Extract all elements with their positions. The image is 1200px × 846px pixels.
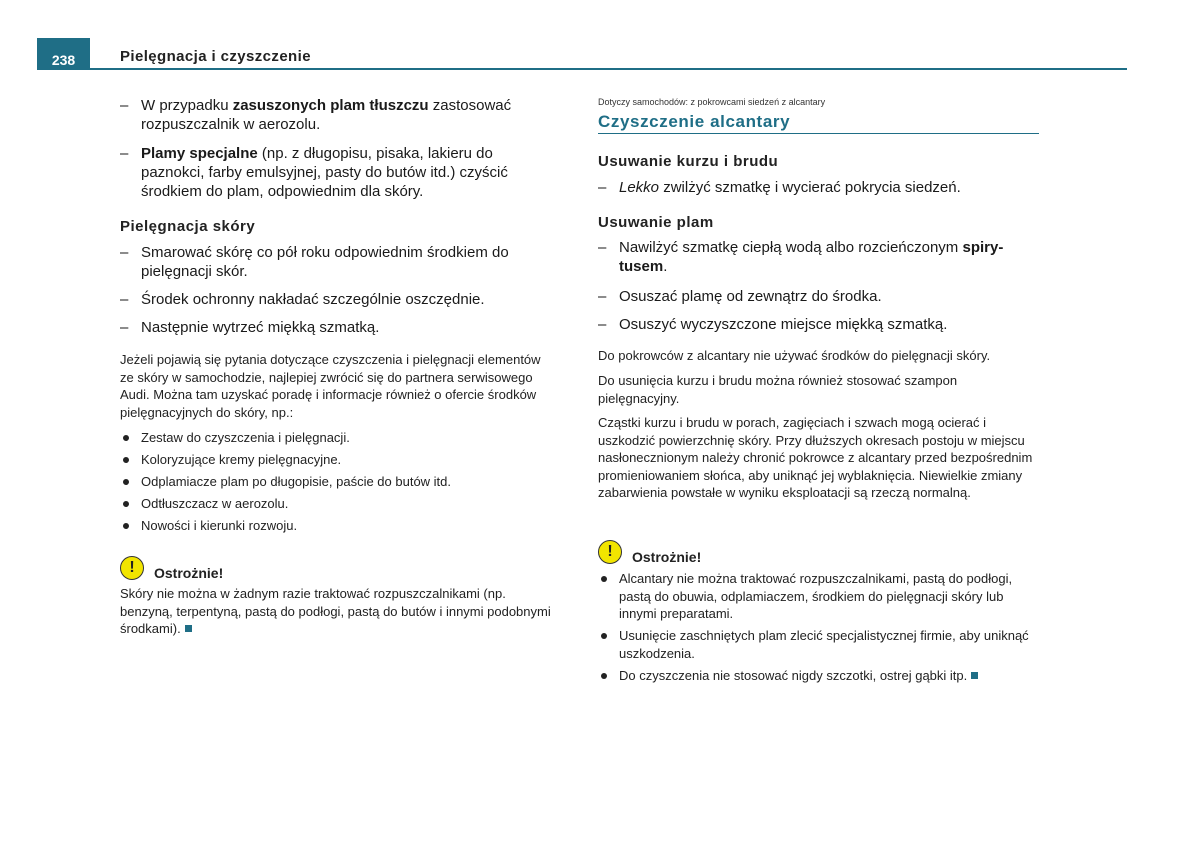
body-paragraph: Jeżeli pojawią się pytania dotyczące czyszczenia i pielęgnacji elementów ze skóry w samochodzie, najlepiej zwrócić się do partnera serwisowego Audi. Można tam uzyskać poradę i informacje również o ofercie środków pielęgnacyjnych do skóry, np.: bbox=[120, 352, 541, 420]
dash-marker: – bbox=[598, 179, 607, 196]
bullet-icon bbox=[601, 576, 607, 582]
bullet-item bbox=[598, 570, 1040, 623]
bullet-item bbox=[120, 517, 560, 535]
item-text: W przypadku bbox=[141, 97, 233, 114]
bullet-text: Zestaw do czyszczenia i pielęgnacji. bbox=[141, 430, 350, 445]
bullet-icon bbox=[123, 457, 129, 463]
exclamation-circle-icon: ! bbox=[598, 540, 622, 564]
item-text: Następnie wytrzeć miękką szmatką. bbox=[141, 319, 380, 336]
section-divider bbox=[598, 133, 1039, 134]
item-text: Smarować skórę co pół roku odpowiednim środkiem do pielęgnacji skór. bbox=[141, 244, 509, 280]
bullet-item bbox=[120, 429, 560, 447]
dash-marker: – bbox=[120, 291, 129, 308]
item-text: Osuszyć wyczyszczone miejsce miękką szmatką. bbox=[619, 316, 948, 333]
bullet-text: Alcantary nie można traktować rozpuszczalnikami, pastą do podłogi, pastą do obuwia, odplamiaczem, środkiem do pielęgnacji skóry lub innymi preparatami. bbox=[619, 571, 1013, 621]
bullet-icon bbox=[601, 673, 607, 679]
item-bold-text: Plamy specjalne bbox=[141, 145, 258, 162]
list-item bbox=[120, 243, 560, 281]
list-item bbox=[120, 96, 560, 134]
section-heading: Pielęgnacja skóry bbox=[120, 218, 256, 235]
applicability-note: Dotyczy samochodów: z pokrowcami siedzeń z alcantary bbox=[598, 97, 826, 107]
bullet-item bbox=[598, 627, 1040, 662]
bullet-text: Nowości i kierunki rozwoju. bbox=[141, 518, 298, 533]
body-paragraph: Do usunięcia kurzu i brudu można również stosować szampon pielęgnacyjny. bbox=[598, 373, 958, 406]
item-text: Środek ochronny nakładać szczególnie oszczędnie. bbox=[141, 291, 485, 308]
section-heading: Usuwanie kurzu i brudu bbox=[598, 153, 779, 170]
section-title: Czyszczenie alcantary bbox=[598, 112, 791, 131]
exclamation-circle-icon: ! bbox=[120, 556, 144, 580]
list-item bbox=[120, 318, 560, 337]
dash-marker: – bbox=[120, 145, 129, 162]
item-italic-text: Lekko bbox=[619, 179, 660, 196]
bullet-item bbox=[598, 667, 1040, 685]
dash-marker: – bbox=[120, 244, 129, 261]
body-paragraph: Do pokrowców z alcantary nie używać środków do pielęgnacji skóry. bbox=[598, 348, 991, 363]
warning-title: Ostrożnie! bbox=[154, 565, 224, 581]
warning-text bbox=[120, 585, 560, 638]
bullet-text: Do czyszczenia nie stosować nigdy szczotki, ostrej gąbki itp. bbox=[619, 668, 968, 683]
dash-marker: – bbox=[120, 97, 129, 114]
square-end-icon bbox=[185, 625, 192, 632]
item-text: . bbox=[663, 258, 668, 275]
page-number: 238 bbox=[37, 38, 90, 70]
header-divider bbox=[37, 68, 1127, 70]
item-text: zwilżyć szmatkę i wycierać pokrycia siedzeń. bbox=[659, 179, 961, 196]
dash-marker: – bbox=[120, 319, 129, 336]
list-item bbox=[598, 178, 1040, 197]
item-bold-text: zasuszonych plam tłuszczu bbox=[232, 97, 429, 114]
item-text: Nawilżyć szmatkę ciepłą wodą albo rozcieńczonym bbox=[619, 239, 963, 256]
item-bold-text: spiry-tusem bbox=[619, 239, 1004, 275]
bullet-text: Koloryzujące kremy pielęgnacyjne. bbox=[141, 452, 342, 467]
item-text: zastosować rozpuszczalnik w aerozolu. bbox=[141, 97, 512, 133]
square-end-icon bbox=[971, 672, 978, 679]
body-paragraph: Cząstki kurzu i brudu w porach, zagięciach i szwach mogą ocierać i uszkodzić powierzchnię skóry. Przy dłuższych okresach postoju w miejscu nasłonecznionym należy chronić pokrowce z alcantary przed bezpośrednim promieniowaniem słońca, aby uniknąć jej wyblaknięcia. Niewielkie zmiany zabarwienia powstałe w wyniku eksploatacji są rzeczą normalną. bbox=[598, 415, 1033, 500]
warning-title: Ostrożnie! bbox=[632, 549, 702, 565]
bullet-icon bbox=[601, 633, 607, 639]
warning-text-content: Skóry nie można w żadnym razie traktować rozpuszczalnikami (np. benzyną, terpentyną, pastą do podłogi, pastą do butów i innymi podobnymi środkami). bbox=[120, 586, 551, 636]
list-item bbox=[120, 144, 560, 201]
bullet-text: Usunięcie zaschniętych plam zlecić specjalistycznej firmie, aby uniknąć uszkodzenia. bbox=[619, 628, 1029, 661]
bullet-text: Odplamiacze plam po długopisie, paście do butów itd. bbox=[141, 474, 452, 489]
bullet-icon bbox=[123, 435, 129, 441]
page-header-title: Pielęgnacja i czyszczenie bbox=[120, 48, 311, 65]
list-item bbox=[120, 290, 560, 309]
bullet-icon bbox=[123, 523, 129, 529]
bullet-icon bbox=[123, 501, 129, 507]
dash-marker: – bbox=[598, 288, 607, 305]
item-text: (np. z długopisu, pisaka, lakieru do paznokci, farby emulsyjnej, pasty do butów itd.) czyścić środkiem do plam, odpowiednim dla skóry. bbox=[141, 145, 508, 200]
item-text: Osuszać plamę od zewnątrz do środka. bbox=[619, 288, 882, 305]
bullet-item bbox=[120, 495, 560, 513]
list-item bbox=[598, 287, 1040, 306]
dash-marker: – bbox=[598, 239, 607, 256]
list-item bbox=[598, 238, 1040, 276]
list-item bbox=[598, 315, 1040, 334]
bullet-text: Odtłuszczacz w aerozolu. bbox=[141, 496, 289, 511]
bullet-item bbox=[120, 473, 560, 491]
bullet-icon bbox=[123, 479, 129, 485]
section-heading: Usuwanie plam bbox=[598, 214, 714, 231]
bullet-item bbox=[120, 451, 560, 469]
dash-marker: – bbox=[598, 316, 607, 333]
